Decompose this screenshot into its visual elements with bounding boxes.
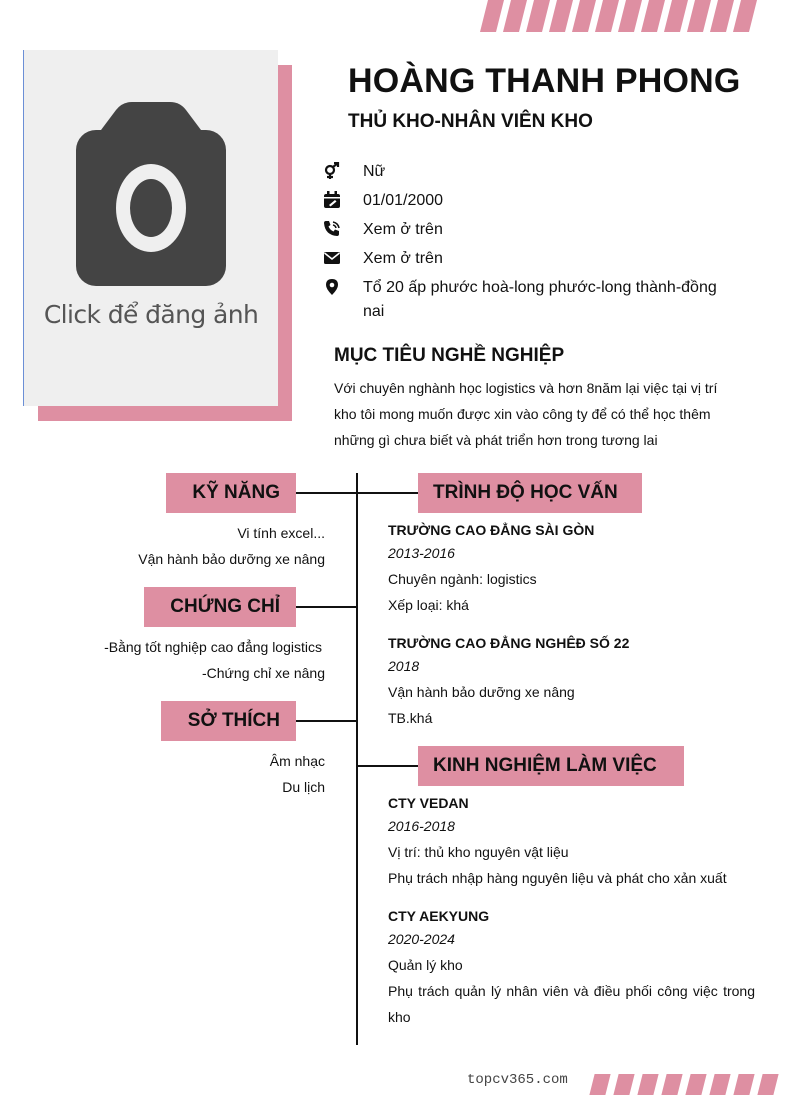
education-years: 2018 bbox=[388, 658, 420, 674]
job-title: THỦ KHO-NHÂN VIÊN KHO bbox=[348, 111, 593, 132]
education-school: TRƯỜNG CAO ĐẲNG SÀI GÒN bbox=[388, 522, 595, 538]
experience-detail: Quản lý kho bbox=[388, 957, 463, 973]
education-detail: Xếp loại: khá bbox=[388, 597, 469, 613]
candidate-name: HOÀNG THANH PHONG bbox=[348, 62, 741, 100]
info-gender bbox=[323, 160, 723, 184]
experience-company: CTY AEKYUNG bbox=[388, 908, 490, 924]
experience-heading: KINH NGHIỆM LÀM VIỆC bbox=[418, 746, 684, 786]
gender-icon bbox=[323, 162, 341, 180]
phone-value: Xem ở trên bbox=[363, 221, 443, 238]
education-school: TRƯỜNG CAO ĐẲNG NGHÊĐ SỐ 22 bbox=[388, 635, 630, 651]
experience-detail: Phụ trách nhập hàng nguyên liệu và phát cho xản xuất bbox=[388, 870, 727, 886]
education-heading: TRÌNH ĐỘ HỌC VẤN bbox=[418, 473, 642, 513]
timeline-divider bbox=[356, 473, 358, 1045]
skills-heading: KỸ NĂNG bbox=[166, 473, 296, 513]
objective-text: Với chuyên nghành học logistics và hơn 8năm lại việc tại vị trí kho tôi mong muốn được xin vào công ty để có thể học thêm những gì chưa biết và phát triển hơn trong tương lai bbox=[334, 380, 718, 448]
location-pin-icon bbox=[323, 278, 341, 296]
hobby-item: Âm nhạc bbox=[269, 753, 325, 769]
experience-company: CTY VEDAN bbox=[388, 795, 469, 811]
experience-connector bbox=[358, 765, 418, 767]
education-years: 2013-2016 bbox=[388, 545, 455, 561]
info-birthday bbox=[323, 189, 723, 213]
experience-detail: Vị trí: thủ kho nguyên vật liệu bbox=[388, 844, 569, 860]
experience-years: 2016-2018 bbox=[388, 818, 455, 834]
footer-brand: topcv365.com bbox=[467, 1072, 568, 1088]
objective-heading: MỤC TIÊU NGHỀ NGHIỆP bbox=[334, 345, 565, 366]
certificates-heading: CHỨNG CHỈ bbox=[144, 587, 296, 627]
skills-connector bbox=[296, 492, 356, 494]
info-phone bbox=[323, 218, 723, 242]
certificates-connector bbox=[296, 606, 356, 608]
photo-upload-caption[interactable]: Click để đăng ảnh bbox=[43, 300, 259, 329]
info-email bbox=[323, 247, 723, 271]
header-stripes-decoration bbox=[484, 0, 753, 32]
experience-years: 2020-2024 bbox=[388, 931, 455, 947]
skill-item: Vi tính excel... bbox=[237, 525, 325, 541]
phone-icon bbox=[323, 220, 341, 238]
hobbies-connector bbox=[296, 720, 356, 722]
education-detail: Chuyên ngành: logistics bbox=[388, 571, 537, 587]
avatar-upload[interactable] bbox=[23, 50, 278, 406]
gender-value: Nữ bbox=[363, 163, 386, 180]
email-value: Xem ở trên bbox=[363, 250, 443, 267]
certificate-item: -Bằng tốt nghiệp cao đẳng logistics bbox=[104, 639, 322, 655]
address-value: Tổ 20 ấp phước hoà-long phước-long thành-đồng nai bbox=[363, 279, 717, 320]
envelope-icon bbox=[323, 249, 341, 267]
skill-item: Vận hành bảo dưỡng xe nâng bbox=[138, 551, 325, 567]
education-connector bbox=[358, 492, 418, 494]
info-address bbox=[323, 276, 723, 324]
hobby-item: Du lịch bbox=[282, 779, 325, 795]
calendar-icon bbox=[323, 191, 341, 209]
birthday-value: 01/01/2000 bbox=[363, 192, 444, 209]
experience-detail: Phụ trách quản lý nhân viên và điều phối công việc trong kho bbox=[388, 983, 755, 1025]
camera-icon bbox=[76, 102, 226, 286]
education-detail: TB.khá bbox=[388, 710, 433, 726]
footer-stripes-decoration bbox=[592, 1074, 776, 1095]
education-detail: Vận hành bảo dưỡng xe nâng bbox=[388, 684, 575, 700]
certificate-item: -Chứng chỉ xe nâng bbox=[202, 665, 325, 681]
hobbies-heading: SỞ THÍCH bbox=[161, 701, 296, 741]
